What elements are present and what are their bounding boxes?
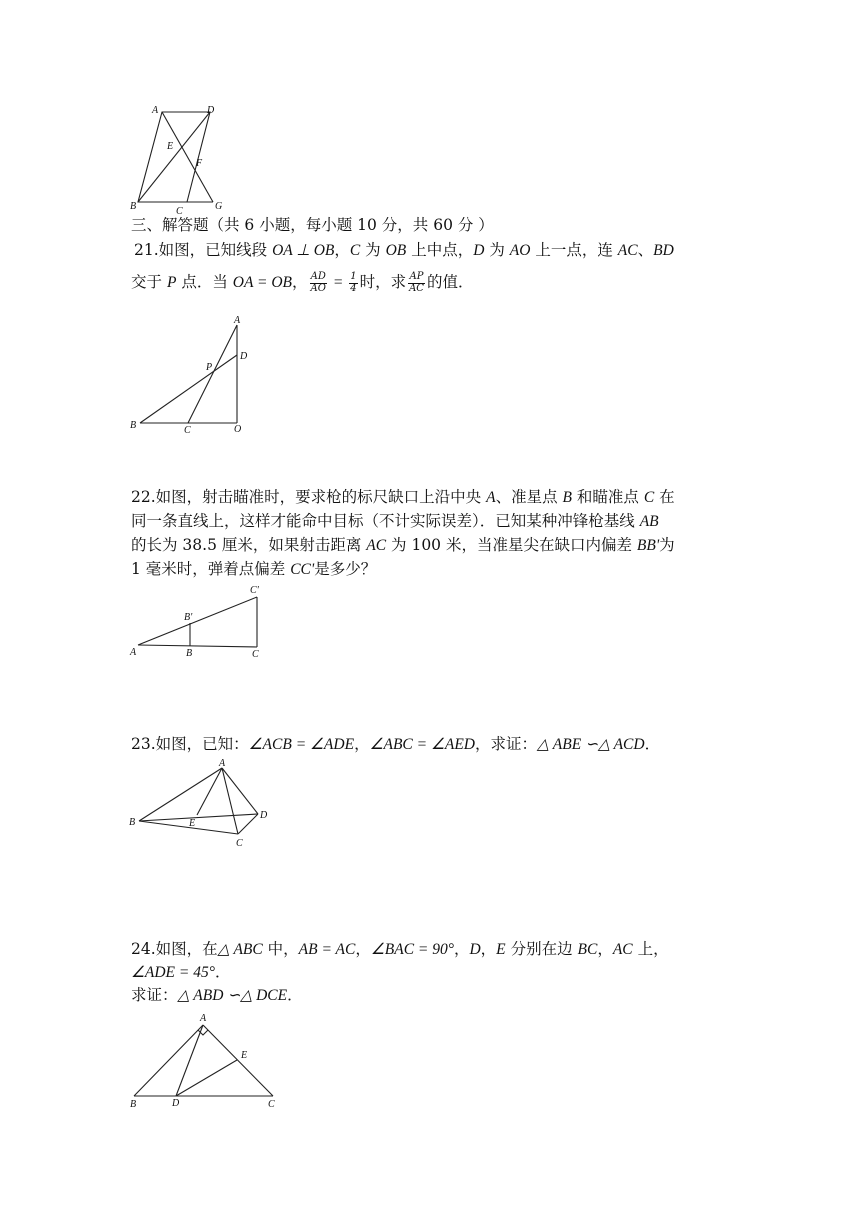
- segment-BD: [140, 355, 237, 423]
- q22-line3: 的长为 38.5 厘米，如果射击距离 AC 为 100 米，当准星尖在缺口内偏差 BB'为: [131, 536, 675, 554]
- label-F: F: [196, 158, 203, 169]
- label-C: C: [236, 838, 243, 849]
- label-B: B: [186, 648, 193, 659]
- segment-AC: [138, 645, 257, 647]
- label-B: B: [130, 1099, 137, 1110]
- segment-BD: [139, 814, 258, 821]
- label-D: D: [260, 810, 268, 821]
- label-A: A: [152, 105, 159, 116]
- label-E: E: [241, 1050, 248, 1061]
- q24-line2: ∠ADE = 45°．: [131, 963, 231, 981]
- q23-line: 23.如图，已知：∠ACB = ∠ADE，∠ABC = ∠AED，求证：△ ABE ∽△ ACD．: [131, 735, 661, 753]
- label-C-prime: C': [250, 585, 259, 596]
- q21-line2: 交于 P 点．当 OA = OB， $\frac{AD}{AO}$ = $\frac{1}{4}$ 时，求 $\frac{AP}{AC}$ 的值．: [131, 271, 474, 294]
- segment-AE: [197, 768, 222, 815]
- segment-AC: [188, 325, 237, 423]
- label-P: P: [206, 362, 213, 373]
- label-B-prime: B': [184, 612, 193, 623]
- fraction-AD-AO: $\frac{AD}{AO}$: [310, 271, 326, 294]
- segment-CD: [238, 814, 258, 834]
- segment-AD: [176, 1025, 203, 1096]
- label-C: C: [268, 1099, 275, 1110]
- label-B: B: [129, 817, 136, 828]
- label-E: E: [167, 141, 174, 152]
- figure-q23: [128, 756, 278, 851]
- figure-q24: [128, 1010, 288, 1115]
- label-C: C: [176, 206, 183, 217]
- q21-line1: 21.如图，已知线段 OA ⊥ OB，C 为 OB 上中点，D 为 AO 上一点，连 AC、BD: [134, 241, 674, 259]
- q22-line4: 1 毫米时，弹着点偏差 CC'是多少？: [131, 560, 377, 578]
- fraction-AP-AC: $\frac{AP}{AC}$: [409, 271, 424, 294]
- label-C: C: [184, 425, 191, 436]
- segment-AB: [134, 1025, 203, 1096]
- q22-line1: 22.如图，射击瞄准时，要求枪的标尺缺口上沿中央 A、准星点 B 和瞄准点 C 在: [131, 488, 675, 506]
- segment-AB: [139, 768, 222, 821]
- q22-line2: 同一条直线上，这样才能命中目标（不计实际误差）．已知某种冲锋枪基线 AB: [131, 512, 659, 530]
- fraction-1-4: $\frac{1}{4}$: [350, 271, 357, 294]
- label-C: C: [252, 649, 259, 660]
- label-E: E: [189, 818, 196, 829]
- label-A: A: [234, 315, 241, 326]
- label-B: B: [130, 420, 137, 431]
- figure-q22: [128, 582, 268, 662]
- label-D: D: [172, 1098, 180, 1109]
- label-A: A: [219, 758, 226, 769]
- label-A: A: [200, 1013, 207, 1024]
- q24-line3: 求证：△ ABD ∽△ DCE．: [131, 986, 303, 1004]
- label-O: O: [234, 424, 242, 435]
- label-D: D: [207, 105, 215, 116]
- label-B: B: [130, 201, 137, 212]
- segment-DE: [176, 1060, 237, 1096]
- segment-AG: [162, 112, 213, 202]
- figure-q21: [128, 312, 258, 437]
- q24-line1: 24.如图，在△ ABC 中，AB = AC，∠BAC = 90°，D，E 分别在边 BC，AC 上，: [131, 940, 669, 958]
- segment-AC-prime: [138, 597, 257, 645]
- label-D: D: [240, 351, 248, 362]
- segment-BD: [138, 112, 210, 202]
- figure-parallelogram: [128, 102, 238, 217]
- section-heading: 三、解答题（共 6 小题，每小题 10 分，共 60 分 ）: [131, 216, 494, 234]
- label-A: A: [130, 647, 137, 658]
- label-G: G: [215, 201, 223, 212]
- segment-AC: [203, 1025, 273, 1096]
